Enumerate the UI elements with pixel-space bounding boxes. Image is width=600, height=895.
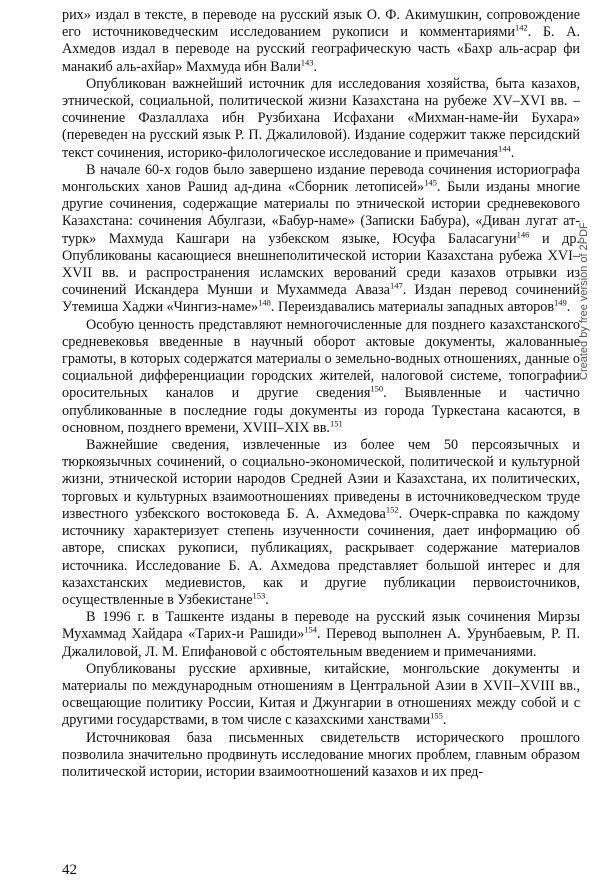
paragraph	[62, 76, 580, 162]
footnote-ref: 145	[424, 177, 437, 188]
paragraph-text: . Были изданы многие другие сочинения, содержащие материалы по этнической истории средневекового Казахстана: сочинения Абулгази, «Бабур-наме» (Записки Бабура), «Диван лугат ат-турк» Махмуда Кашгари на узбекском языке, Юсуфа Баласагуни	[62, 179, 580, 247]
paragraph-text: . Издан перевод сочинений Утемиша Хаджи «Чингиз-наме»	[62, 282, 580, 316]
footnote-ref: 149	[554, 297, 567, 308]
paragraph-text: .	[442, 712, 447, 729]
paragraph-text: .	[510, 144, 515, 161]
paragraph-text: . Выявленные и частично опубликованные в последние годы документы из города Туркестана касаются, в основном, позднего времени, XVIII–XIX вв.	[62, 385, 580, 436]
paragraph-text: Опубликован важнейший источник для исследования хозяйства, быта казахов, этнической, социальной, политической жизни Казахстана на рубеже XV–XVI вв. – сочинение Фазлаллаха ибн Рузбихана Исфахани «Михман-наме-йи Бухара» (переведен на русский язык Р. П. Джалиловой). Издание содержит также персидский текст сочинения, историко-филологическое исследование и примечания	[62, 75, 580, 161]
watermark-text: Created by free version of 2PDF	[578, 222, 590, 380]
paragraph-text: В начале 60-х годов было завершено издание перевода сочинения историографа монгольских ханов Рашид ад-дина «Сборник летописей»	[62, 161, 580, 196]
paragraph	[62, 7, 580, 76]
paragraph-text: Опубликованы русские архивные, китайские, монгольские документы и материалы по международным отношениям в Центральной Азии в XVII–XVIII вв., освещающие политику России, Китая и Джунгарии в отношениях между собой и с другими государствами, в том числе с казахскими ханствами	[62, 660, 580, 729]
footnote-ref: 154	[304, 624, 317, 635]
footnote-ref: 152	[385, 504, 399, 515]
paragraph	[62, 162, 580, 317]
paragraph-text: . Переиздавались материалы западных авторов	[270, 299, 555, 316]
paragraph	[62, 609, 580, 661]
paragraph-text: . Б. А. Ахмедов издал в переводе на русский географическую часть «Бахр аль-асрар фи манакиб аль-ахйар» Махмуда ибн Вали	[62, 24, 580, 75]
paragraph	[62, 661, 580, 730]
paragraph-text: . Очерк-справка по каждому источнику характеризует степень изученности сочинения, дает информацию об авторе, списках рукописи, публикациях, раскрывает содержание материалов источника. Исследование Б. А. Ахмедова представляет большой интерес и для казахстанских медиевистов, как и другие публикации первоисточников, осуществленные в Узбекистане	[62, 505, 581, 608]
paragraph-text: рих» издал в тексте, в переводе на русский язык О. Ф. Акимушкин, сопровождение его источниковедческим исследованием рукописи и комментариями	[62, 7, 580, 41]
paragraph-text: В 1996 г. в Ташкенте изданы в переводе на русский язык сочинения Мирзы Мухаммад Хайдара «Тарих-и Рашиди»	[62, 609, 580, 643]
footnote-ref: 150	[370, 383, 384, 394]
footnote-ref: 153	[252, 590, 266, 601]
paragraph-text: Важнейшие сведения, извлеченные из более чем 50 персоязычных и тюркоязычных сочинений, о социально-экономической, политической и культурной жизни, этнической истории народов Средней Азии и Казахстана, их политических, торговых и культурных взаимоотношениях приведены в источниковедческом труде известного узбекского востоковеда Б. А. Ахмедова	[62, 437, 580, 522]
paragraph-text: Особую ценность представляют немногочисленные для позднего казахстанского средневековья введенные в научный оборот актовые документы, жалованные грамоты, в которых содержатся материалы о земельно-водных отношениях, данные о социальной дифференциации городских жителей, налоговой системе, топографии оросительных каналов и другие сведения	[62, 316, 580, 402]
footnote-ref: 148	[258, 297, 271, 308]
footnote-ref: 147	[389, 280, 403, 291]
footnote-ref: 142	[514, 22, 528, 33]
paragraph	[62, 317, 580, 437]
paragraph-text: Источниковая база письменных свидетельств исторического прошлого позволила значительно продвинуть исследование многих проблем, главным образом политической истории, истории взаимоотношений казахов и их пред-	[62, 729, 580, 780]
paragraph-text: .	[566, 299, 571, 316]
paragraph-text: .	[313, 58, 318, 75]
footnote-ref: 143	[300, 56, 314, 67]
body-text	[62, 7, 580, 781]
paragraph-text: и др. Опубликованы касающиеся внешнеполитической истории Казахстана рубежа XVI–XVII вв. и распространения исламских верований среди казахов отрывки из сочинений Искандера Мунши и Мухаммеда Аваза	[62, 230, 580, 299]
footnote-ref: 155	[430, 710, 443, 721]
paragraph-text: . Перевод выполнен А. Урунбаевым, Р. П. Джалиловой, Л. М. Епифановой с обстоятельным введением и примечаниями.	[62, 626, 581, 660]
paragraph-text: .	[265, 591, 269, 608]
page-number: 42	[62, 862, 77, 878]
footnote-ref: 146	[516, 228, 530, 239]
footnote-ref: 144	[497, 142, 511, 153]
paragraph	[62, 730, 580, 782]
footnote-ref: 151	[329, 418, 343, 429]
paragraph	[62, 437, 580, 609]
